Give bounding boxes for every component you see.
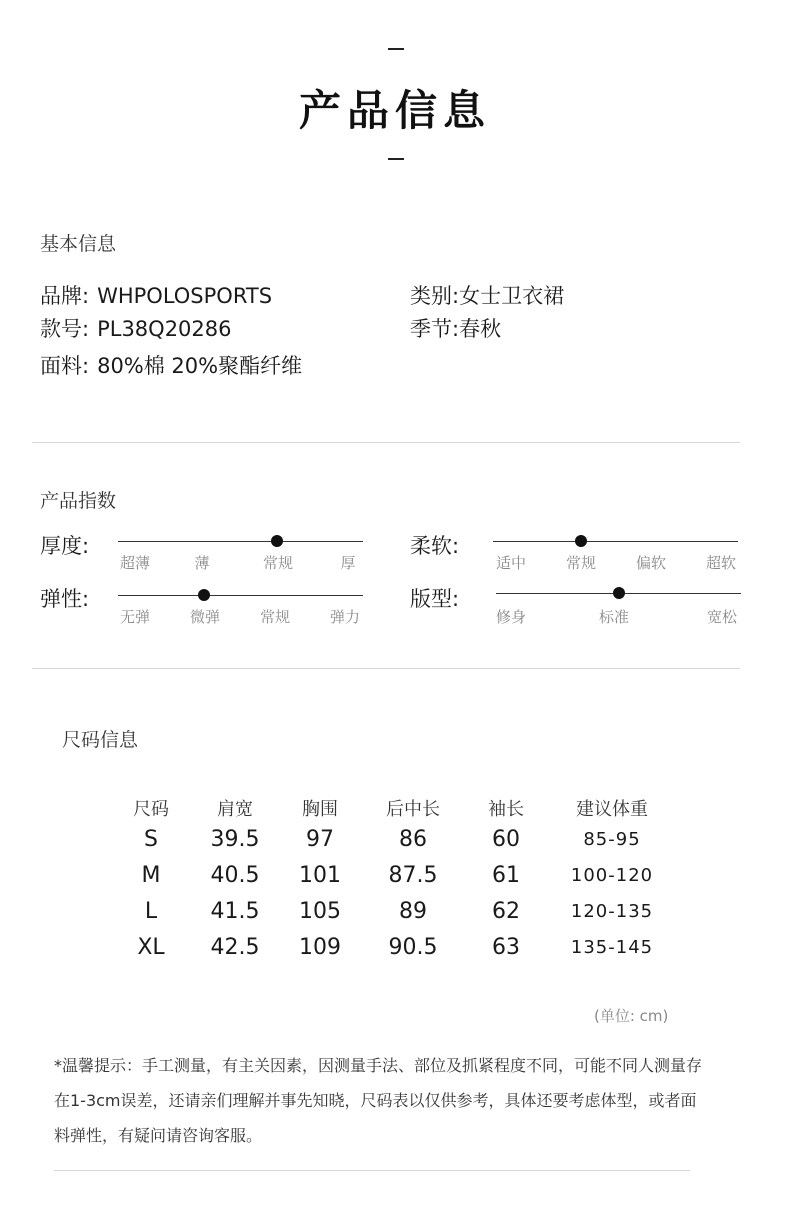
index-scale-line [493,541,738,542]
brand-row [40,280,272,310]
size-table-header: 后中长 [386,799,440,820]
size-table-header: 建议体重 [576,799,648,820]
fabric-label: 面料: [40,354,90,378]
index-scale-option: 偏软 [635,554,667,572]
size-table-cell: 120-135 [570,901,654,922]
size-table-cell: 100-120 [570,865,654,886]
index-scale-option: 弹力 [329,608,361,626]
divider-index [32,668,740,669]
size-table-cell: L [144,899,158,924]
size-info-heading: 尺码信息 [62,729,139,751]
title-bottom-dash [388,158,404,160]
size-disclaimer: *温馨提示：手工测量，有主关因素，因测量手法、部位及抓紧程度不同，可能不同人测量存在1-3cm误差，还请亲们理解并事先知晓，尺码表以仅供参考，具体还要考虑体型，或者面料弹性，有疑问请咨询客服。 [54,1056,703,1145]
index-scale-option: 超薄 [119,554,151,572]
size-table-cell: 60 [492,827,520,852]
size-table-cell: 89 [399,899,427,924]
size-table-cell: 135-145 [570,937,654,958]
size-table-cell: 101 [299,863,341,888]
index-scale-option: 厚 [340,554,356,572]
size-table-cell: M [141,863,161,888]
divider-basic [32,442,740,443]
style-label: 款号: [40,317,90,341]
size-table-cell: XL [137,935,165,960]
index-scale-option: 适中 [495,554,527,572]
index-scale-option: 常规 [259,608,291,626]
brand-label: 品牌: [40,284,90,308]
size-table-cell: S [144,827,158,852]
season-value: 春秋 [459,317,502,341]
size-table-cell: 40.5 [210,863,260,888]
index-label: 厚度: [40,534,90,558]
style-row [40,313,232,343]
size-table-cell: 87.5 [388,863,438,888]
size-table-header: 袖长 [488,799,524,820]
size-table-header: 胸围 [302,799,338,820]
index-scale-option: 超软 [705,554,737,572]
index-label: 弹性: [40,587,90,611]
unit-note: (单位: cm) [594,1007,669,1025]
style-value: PL38Q20286 [97,317,232,341]
brand-value: WHPOLOSPORTS [97,284,273,308]
size-table-cell: 41.5 [210,899,260,924]
season-label: 季节: [410,317,460,341]
index-scale-option: 修身 [495,608,527,626]
index-scale-option: 薄 [194,554,210,572]
index-scale-option: 常规 [262,554,294,572]
index-scale-option: 微弹 [189,608,221,626]
category-value: 女士卫衣裙 [459,284,565,308]
index-scale-marker [271,535,283,547]
size-table-cell: 97 [306,827,334,852]
size-table-cell: 90.5 [388,935,438,960]
index-scale-line [118,595,363,596]
season-row [410,313,501,343]
size-table-cell: 61 [492,863,520,888]
index-scale-line [118,541,363,542]
index-scale-option: 无弹 [119,608,151,626]
divider-bottom [54,1170,690,1171]
title-top-dash [388,48,404,50]
size-table-cell: 109 [299,935,341,960]
size-table-cell: 63 [492,935,520,960]
size-table-cell: 86 [399,827,427,852]
index-scale-option: 宽松 [706,608,738,626]
size-table-cell: 105 [299,899,341,924]
fabric-value: 80%棉 20%聚酯纤维 [97,354,303,378]
index-scale-marker [575,535,587,547]
index-scale-option: 常规 [565,554,597,572]
category-label: 类别: [410,284,460,308]
size-table-cell: 39.5 [210,827,260,852]
index-label: 版型: [410,587,460,611]
index-label: 柔软: [410,534,460,558]
size-table-cell: 62 [492,899,520,924]
size-table-cell: 85-95 [583,829,641,850]
basic-info-heading: 基本信息 [40,233,117,255]
index-scale-option: 标准 [598,608,630,626]
category-row [410,280,564,310]
size-table-header: 肩宽 [217,799,253,820]
product-index-heading: 产品指数 [40,490,117,512]
index-scale-marker [613,587,625,599]
page-title: 产品信息 [298,86,491,135]
size-table-header: 尺码 [133,799,169,820]
size-table-cell: 42.5 [210,935,260,960]
fabric-row [40,350,302,380]
index-scale-marker [198,589,210,601]
